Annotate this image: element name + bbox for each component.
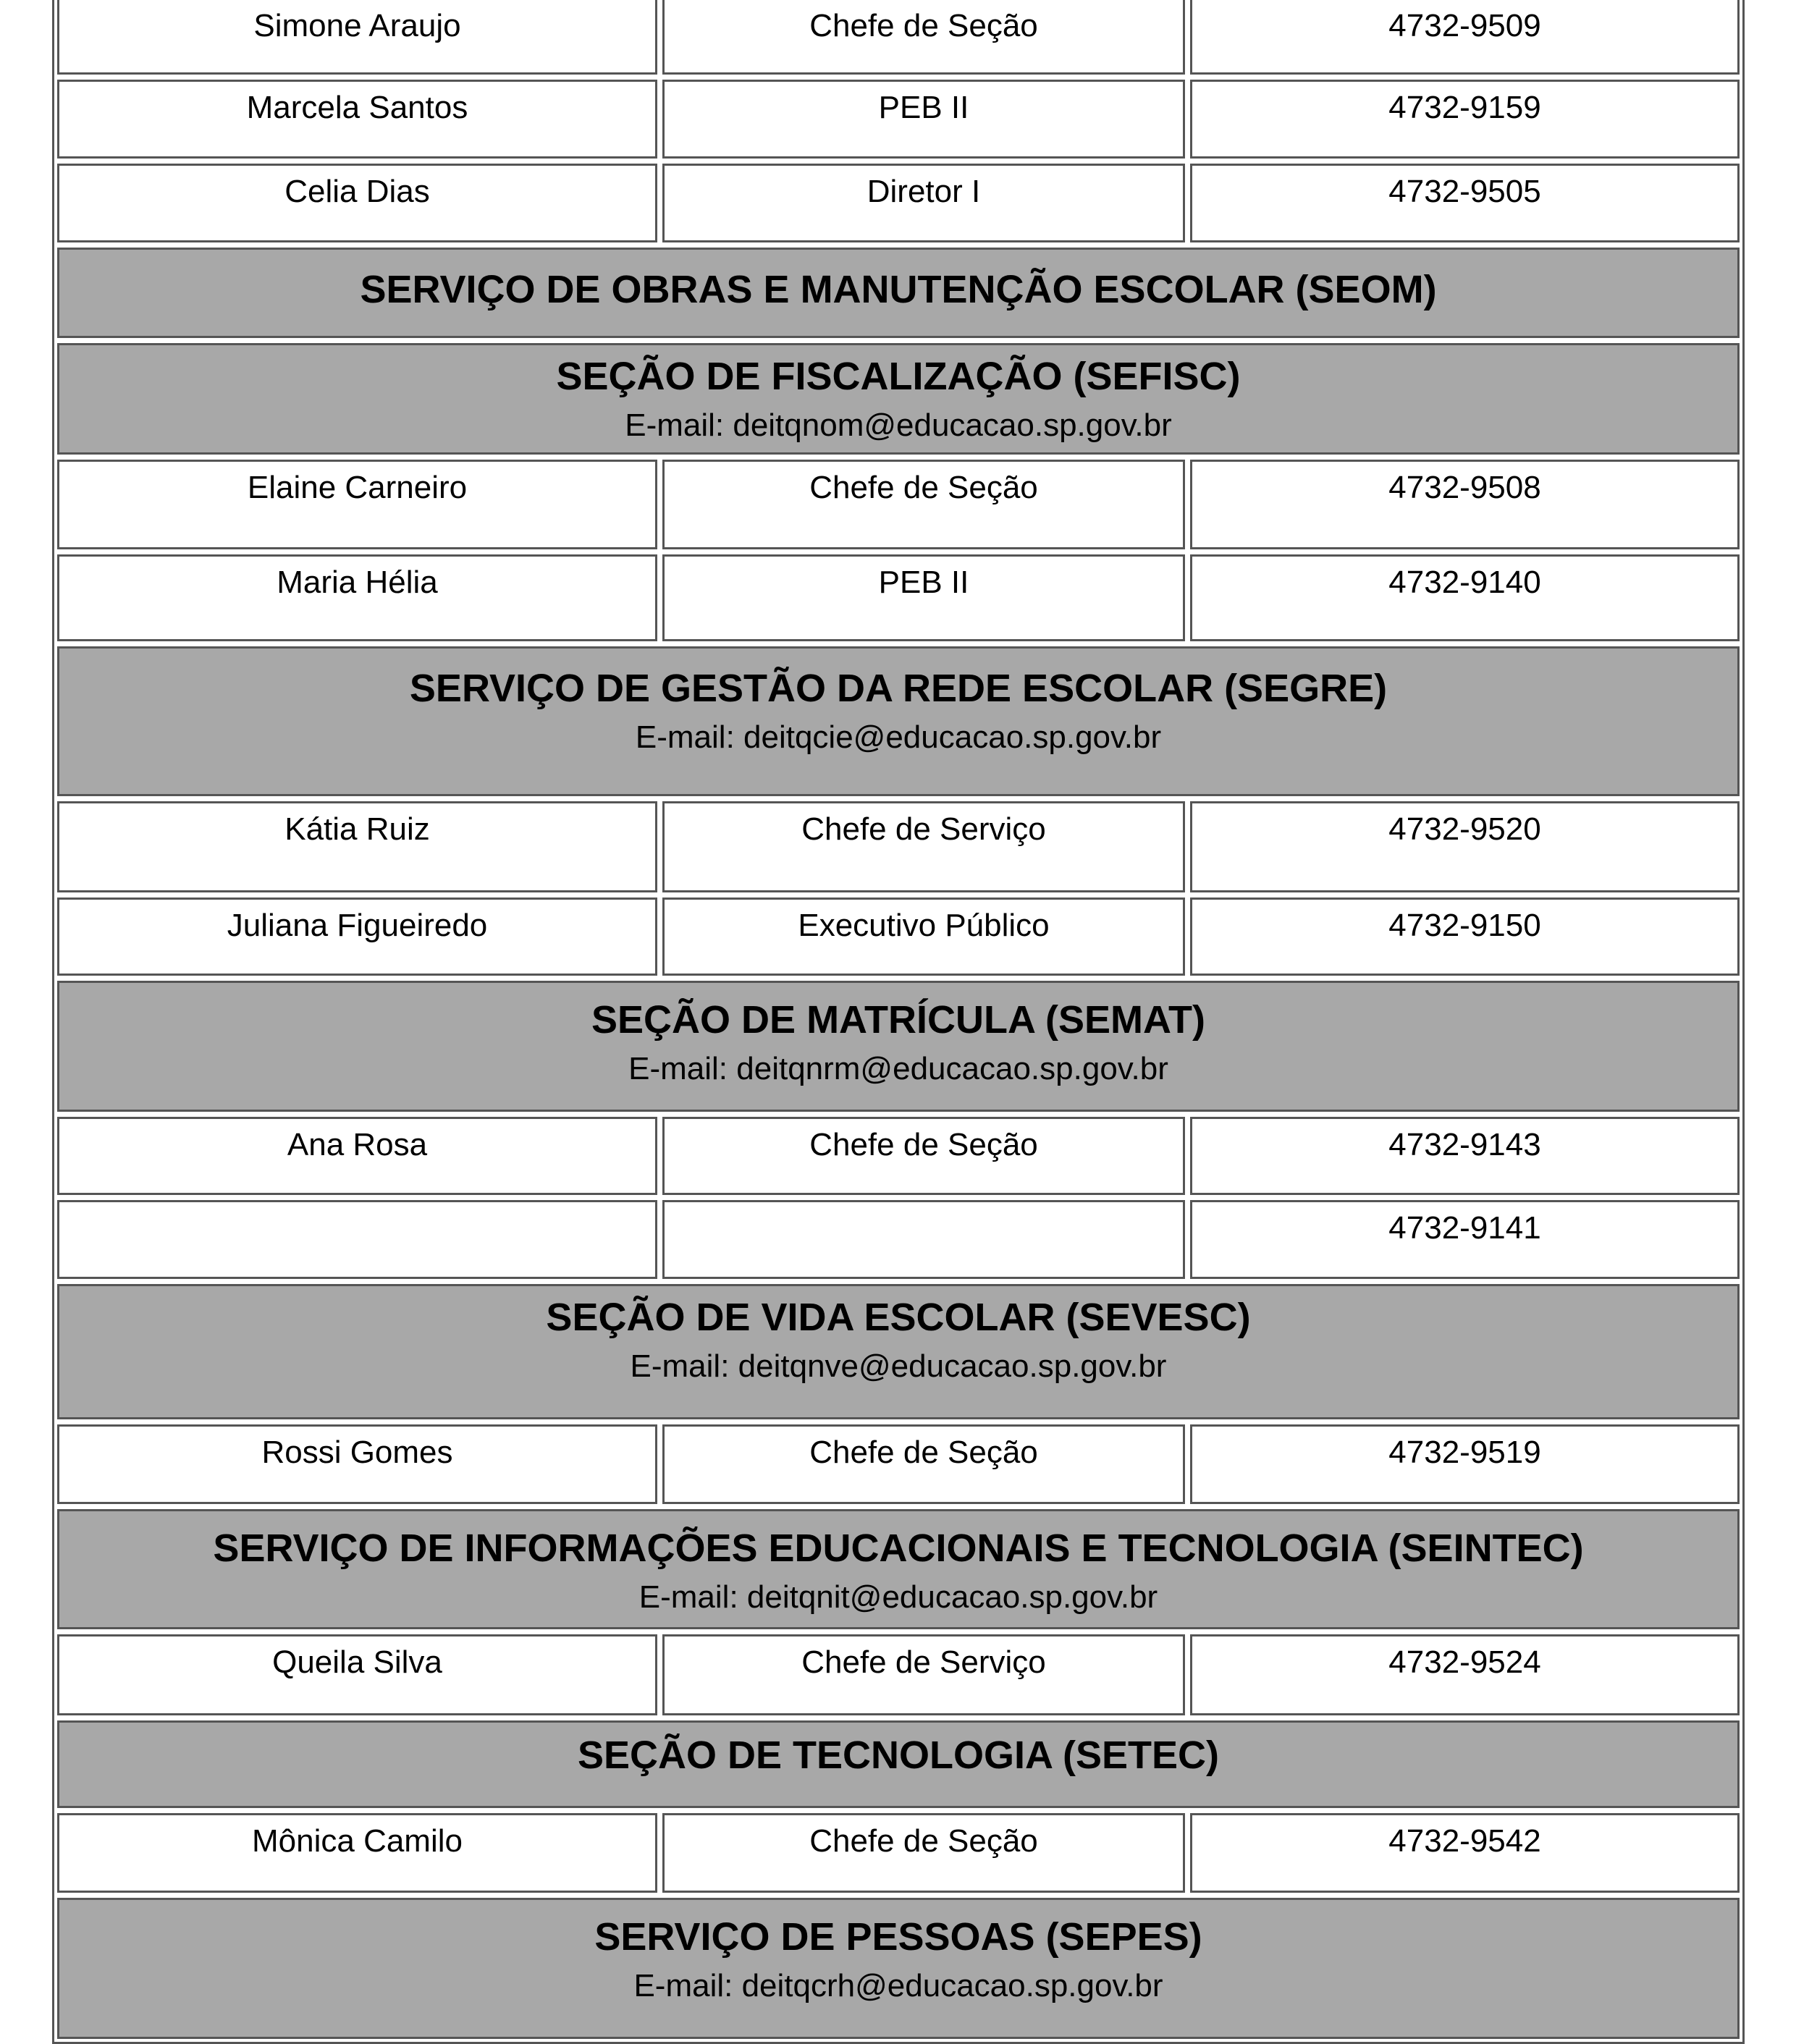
section-header bbox=[57, 1720, 1740, 1808]
section-email: E-mail: deitqcrh@educacao.sp.gov.br bbox=[633, 1968, 1163, 2004]
phone-cell: 4732-9140 bbox=[1190, 554, 1740, 641]
table-row bbox=[57, 80, 1740, 159]
section-title: SERVIÇO DE INFORMAÇÕES EDUCACIONAIS E TECNOLOGIA (SEINTEC) bbox=[213, 1526, 1584, 1570]
role-cell: Chefe de Seção bbox=[662, 1117, 1185, 1195]
section-title: SEÇÃO DE VIDA ESCOLAR (SEVESC) bbox=[546, 1296, 1251, 1339]
phone-cell: 4732-9508 bbox=[1190, 460, 1740, 549]
table-row bbox=[57, 554, 1740, 641]
section-header bbox=[57, 1898, 1740, 2039]
table-row bbox=[57, 164, 1740, 242]
phone-cell: 4732-9542 bbox=[1190, 1813, 1740, 1893]
phone-cell: 4732-9520 bbox=[1190, 801, 1740, 892]
name-cell: Juliana Figueiredo bbox=[57, 898, 657, 976]
table-row bbox=[57, 1424, 1740, 1504]
name-cell: Maria Hélia bbox=[57, 554, 657, 641]
phone-cell: 4732-9509 bbox=[1190, 0, 1740, 75]
section-email: E-mail: deitqnve@educacao.sp.gov.br bbox=[630, 1348, 1167, 1385]
table-row bbox=[57, 460, 1740, 549]
name-cell bbox=[57, 1200, 657, 1279]
role-cell: Chefe de Seção bbox=[662, 0, 1185, 75]
table-row bbox=[57, 1117, 1740, 1195]
phone-cell: 4732-9141 bbox=[1190, 1200, 1740, 1279]
section-email: E-mail: deitqnom@educacao.sp.gov.br bbox=[625, 407, 1172, 444]
name-cell: Ana Rosa bbox=[57, 1117, 657, 1195]
name-cell: Celia Dias bbox=[57, 164, 657, 242]
section-header bbox=[57, 248, 1740, 338]
section-header bbox=[57, 1284, 1740, 1419]
role-cell: Executivo Público bbox=[662, 898, 1185, 976]
section-title: SERVIÇO DE PESSOAS (SEPES) bbox=[594, 1915, 1202, 1959]
directory-table bbox=[52, 0, 1745, 2044]
section-title: SERVIÇO DE OBRAS E MANUTENÇÃO ESCOLAR (SEOM) bbox=[360, 268, 1437, 311]
phone-cell: 4732-9150 bbox=[1190, 898, 1740, 976]
section-email: E-mail: deitqnrm@educacao.sp.gov.br bbox=[628, 1051, 1168, 1087]
role-cell: Chefe de Seção bbox=[662, 460, 1185, 549]
section-email: E-mail: deitqnit@educacao.sp.gov.br bbox=[638, 1579, 1158, 1616]
name-cell: Marcela Santos bbox=[57, 80, 657, 159]
phone-cell: 4732-9143 bbox=[1190, 1117, 1740, 1195]
table-row bbox=[57, 801, 1740, 892]
section-title: SEÇÃO DE TECNOLOGIA (SETEC) bbox=[577, 1733, 1220, 1777]
phone-cell: 4732-9519 bbox=[1190, 1424, 1740, 1504]
section-title: SERVIÇO DE GESTÃO DA REDE ESCOLAR (SEGRE) bbox=[409, 667, 1388, 710]
section-header bbox=[57, 981, 1740, 1112]
role-cell: PEB II bbox=[662, 80, 1185, 159]
table-row bbox=[57, 1813, 1740, 1893]
phone-cell: 4732-9505 bbox=[1190, 164, 1740, 242]
section-header bbox=[57, 343, 1740, 455]
role-cell: PEB II bbox=[662, 554, 1185, 641]
role-cell: Chefe de Serviço bbox=[662, 1634, 1185, 1715]
section-title: SEÇÃO DE MATRÍCULA (SEMAT) bbox=[591, 998, 1205, 1042]
phone-cell: 4732-9524 bbox=[1190, 1634, 1740, 1715]
table-row bbox=[57, 0, 1740, 75]
table-row bbox=[57, 1200, 1740, 1279]
role-cell: Chefe de Seção bbox=[662, 1813, 1185, 1893]
role-cell: Chefe de Serviço bbox=[662, 801, 1185, 892]
name-cell: Mônica Camilo bbox=[57, 1813, 657, 1893]
name-cell: Simone Araujo bbox=[57, 0, 657, 75]
section-header bbox=[57, 1509, 1740, 1629]
role-cell: Chefe de Seção bbox=[662, 1424, 1185, 1504]
name-cell: Queila Silva bbox=[57, 1634, 657, 1715]
section-header bbox=[57, 646, 1740, 796]
table-row bbox=[57, 898, 1740, 976]
table-row bbox=[57, 1634, 1740, 1715]
name-cell: Rossi Gomes bbox=[57, 1424, 657, 1504]
phone-cell: 4732-9159 bbox=[1190, 80, 1740, 159]
name-cell: Elaine Carneiro bbox=[57, 460, 657, 549]
role-cell bbox=[662, 1200, 1185, 1279]
name-cell: Kátia Ruiz bbox=[57, 801, 657, 892]
section-title: SEÇÃO DE FISCALIZAÇÃO (SEFISC) bbox=[556, 355, 1241, 398]
role-cell: Diretor I bbox=[662, 164, 1185, 242]
section-email: E-mail: deitqcie@educacao.sp.gov.br bbox=[635, 719, 1162, 756]
